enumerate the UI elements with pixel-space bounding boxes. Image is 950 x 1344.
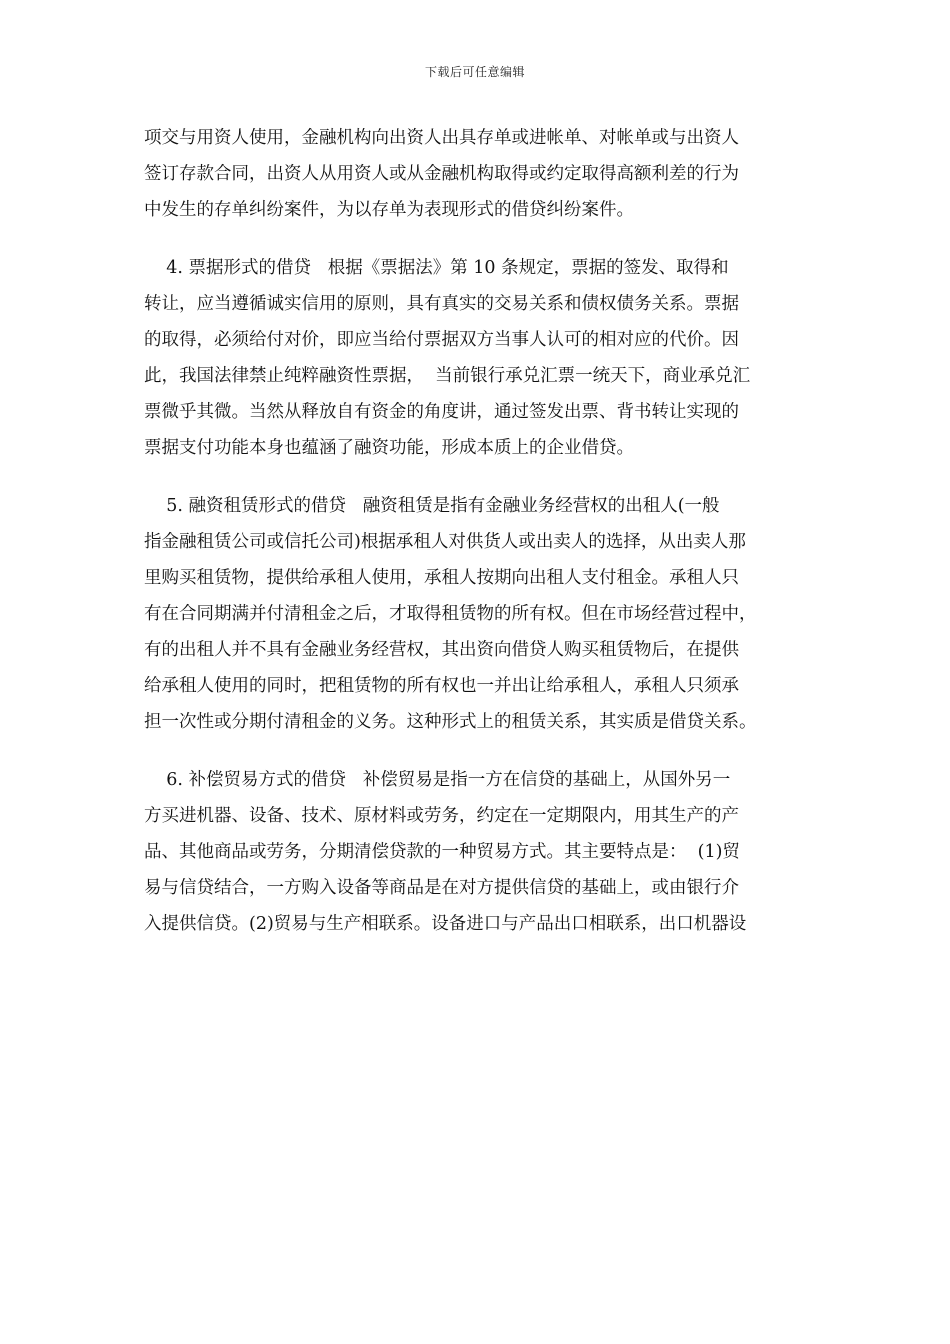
text-line: 品、其他商品或劳务，分期清偿贷款的一种贸易方式。其主要特点是： (1)贸 — [144, 842, 740, 862]
text-line: 里购买租赁物，提供给承租人使用，承租人按期向出租人支付租金。承租人只 — [144, 568, 739, 588]
text-line: 签订存款合同，出资人从用资人或从金融机构取得或约定取得高额利差的行为 — [144, 164, 739, 184]
text-line: 4. 票据形式的借贷 根据《票据法》第 10 条规定，票据的签发、取得和 — [144, 258, 729, 278]
paragraph-finance-lease-lending — [144, 488, 806, 740]
text-line: 票据支付功能本身也蕴涵了融资功能，形成本质上的企业借贷。 — [144, 438, 634, 458]
text-line: 中发生的存单纠纷案件，为以存单为表现形式的借贷纠纷案件。 — [144, 200, 634, 220]
text-line: 指金融租赁公司或信托公司)根据承租人对供货人或出卖人的选择，从出卖人那 — [144, 532, 746, 552]
text-line: 方买进机器、设备、技术、原材料或劳务，约定在一定期限内，用其生产的产 — [144, 806, 739, 826]
paragraph-compensation-trade-lending — [144, 762, 806, 942]
text-line: 此，我国法律禁止纯粹融资性票据， 当前银行承兑汇票一统天下，商业承兑汇 — [144, 366, 751, 386]
text-line: 入提供信贷。(2)贸易与生产相联系。设备进口与产品出口相联系，出口机器设 — [144, 914, 747, 934]
paragraph-gap — [144, 228, 806, 250]
text-line: 给承租人使用的同时，把租赁物的所有权也一并出让给承租人，承租人只须承 — [144, 676, 739, 696]
text-line: 的取得，必须给付对价，即应当给付票据双方当事人认可的相对应的代价。因 — [144, 330, 739, 350]
paragraph-gap — [144, 740, 806, 762]
text-line: 易与信贷结合，一方购入设备等商品是在对方提供信贷的基础上，或由银行介 — [144, 878, 739, 898]
document-body — [144, 120, 806, 942]
text-line: 票微乎其微。当然从释放自有资金的角度讲，通过签发出票、背书转让实现的 — [144, 402, 739, 422]
text-line: 6. 补偿贸易方式的借贷 补偿贸易是指一方在信贷的基础上，从国外另一 — [144, 770, 731, 790]
text-line: 有在合同期满并付清租金之后，才取得租赁物的所有权。但在市场经营过程中， — [144, 604, 757, 624]
text-line: 转让，应当遵循诚实信用的原则，具有真实的交易关系和债权债务关系。票据 — [144, 294, 739, 314]
text-line: 项交与用资人使用，金融机构向出资人出具存单或进帐单、对帐单或与出资人 — [144, 128, 739, 148]
text-line: 5. 融资租赁形式的借贷 融资租赁是指有金融业务经营权的出租人(一般 — [144, 496, 720, 516]
text-line: 有的出租人并不具有金融业务经营权，其出资向借贷人购买租赁物后，在提供 — [144, 640, 739, 660]
paragraph-deposit-certificate — [144, 120, 806, 228]
paragraph-gap — [144, 466, 806, 488]
paragraph-bill-lending — [144, 250, 806, 466]
page-header: 下载后可任意编辑 — [424, 65, 525, 79]
text-line: 担一次性或分期付清租金的义务。这种形式上的租赁关系，其实质是借贷关系。 — [144, 712, 757, 732]
